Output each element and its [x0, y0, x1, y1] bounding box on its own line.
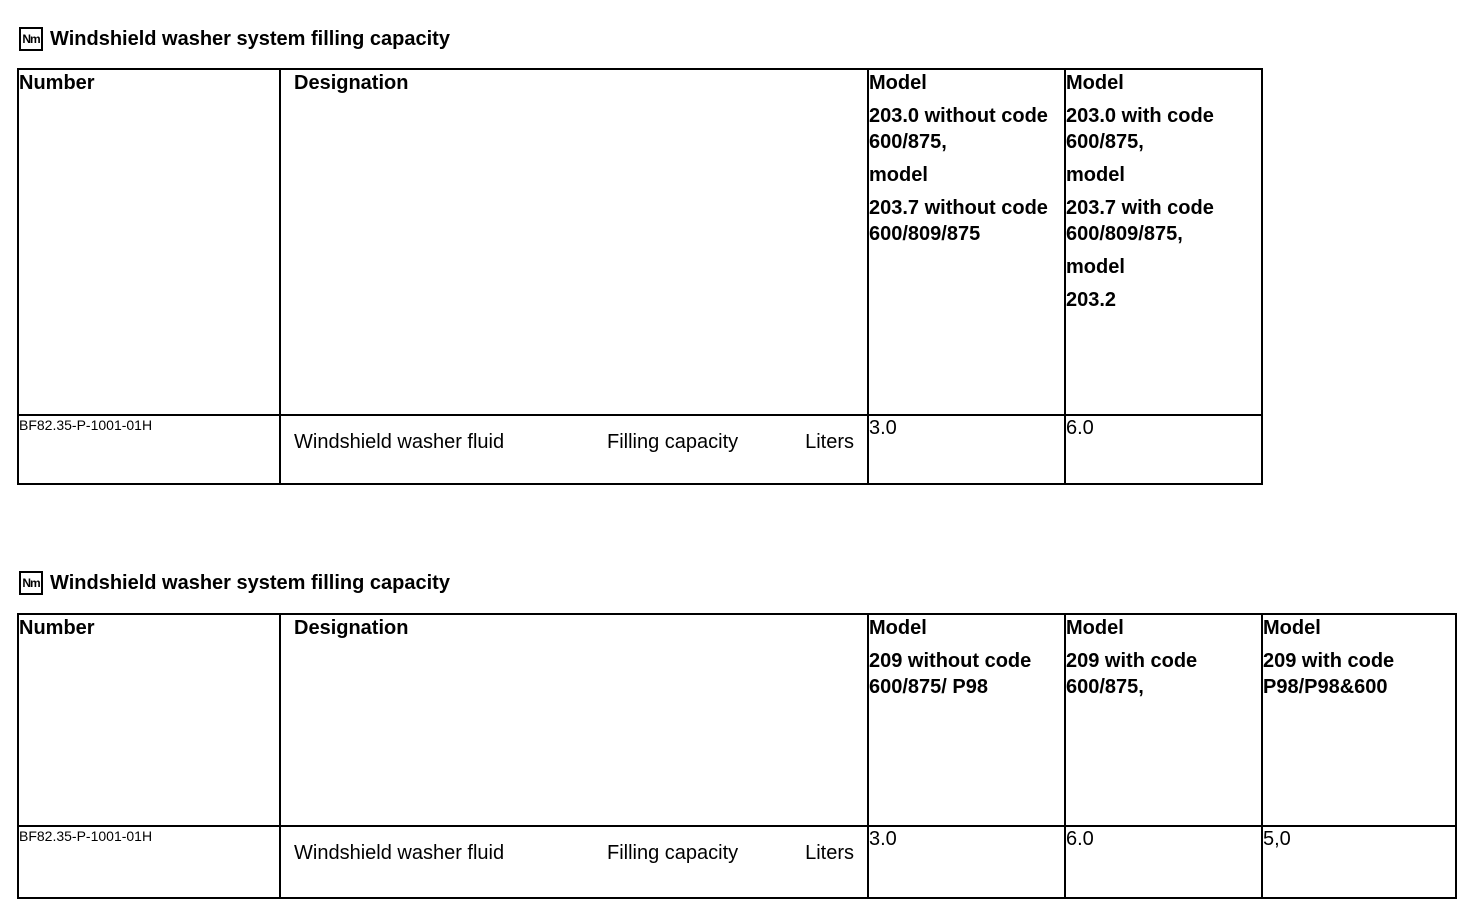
row-value: 3.0	[868, 826, 1065, 898]
section-title-1	[19, 24, 450, 54]
row-value: 3.0	[868, 415, 1065, 484]
header-model-spec: 203.2	[1066, 289, 1117, 311]
section-title-2	[19, 568, 450, 598]
nm-torque-icon: Nm	[19, 27, 43, 51]
table-row	[18, 415, 1262, 484]
table-title: Windshield washer system filling capacity	[50, 571, 450, 594]
header-row	[18, 614, 1456, 826]
header-model-spec: 209 with code P98/P98&600	[1263, 650, 1395, 698]
header-model-spec: 209 without code 600/875/ P98	[869, 650, 1032, 698]
header-number: Number	[18, 69, 280, 415]
row-designation: Windshield washer fluid	[294, 842, 505, 864]
header-model-col-1	[868, 69, 1065, 415]
header-model-spec: 203.7 with code 600/809/875,	[1066, 197, 1214, 245]
row-value: 5,0	[1262, 826, 1456, 898]
header-model-spec: 203.0 with code 600/875,	[1066, 105, 1214, 153]
header-model-col-3	[1262, 614, 1456, 826]
row-unit: Liters	[805, 431, 854, 453]
row-unit: Liters	[805, 842, 854, 864]
header-model-label: Model	[1066, 617, 1124, 639]
row-number: BF82.35-P-1001-01H	[18, 415, 280, 484]
row-value: 6.0	[1065, 415, 1262, 484]
row-designation-cell	[280, 826, 868, 898]
header-model-label: model	[869, 164, 928, 186]
row-designation: Windshield washer fluid	[294, 431, 505, 453]
row-number: BF82.35-P-1001-01H	[18, 826, 280, 898]
header-model-label: Model	[1066, 72, 1124, 94]
header-model-label: Model	[869, 617, 927, 639]
header-model-label: Model	[1263, 617, 1321, 639]
row-parameter: Filling capacity	[607, 842, 739, 864]
header-model-label: model	[1066, 164, 1125, 186]
row-value: 6.0	[1065, 826, 1262, 898]
header-designation: Designation	[280, 614, 868, 826]
header-model-label: model	[1066, 256, 1125, 278]
table-row	[18, 826, 1456, 898]
header-model-col-1	[868, 614, 1065, 826]
nm-torque-icon: Nm	[19, 571, 43, 595]
header-model-col-2	[1065, 69, 1262, 415]
header-model-spec: 209 with code 600/875,	[1066, 650, 1198, 698]
header-model-label: Model	[869, 72, 927, 94]
row-parameter: Filling capacity	[607, 431, 739, 453]
header-designation: Designation	[280, 69, 868, 415]
header-number: Number	[18, 614, 280, 826]
table-title: Windshield washer system filling capacity	[50, 27, 450, 50]
header-row	[18, 69, 1262, 415]
row-designation-cell	[280, 415, 868, 484]
spec-table-1	[17, 68, 1263, 485]
header-model-spec: 203.7 without code 600/809/875	[869, 197, 1048, 245]
header-model-col-2	[1065, 614, 1262, 826]
header-model-spec: 203.0 without code 600/875,	[869, 105, 1048, 153]
spec-table-2	[17, 613, 1457, 899]
